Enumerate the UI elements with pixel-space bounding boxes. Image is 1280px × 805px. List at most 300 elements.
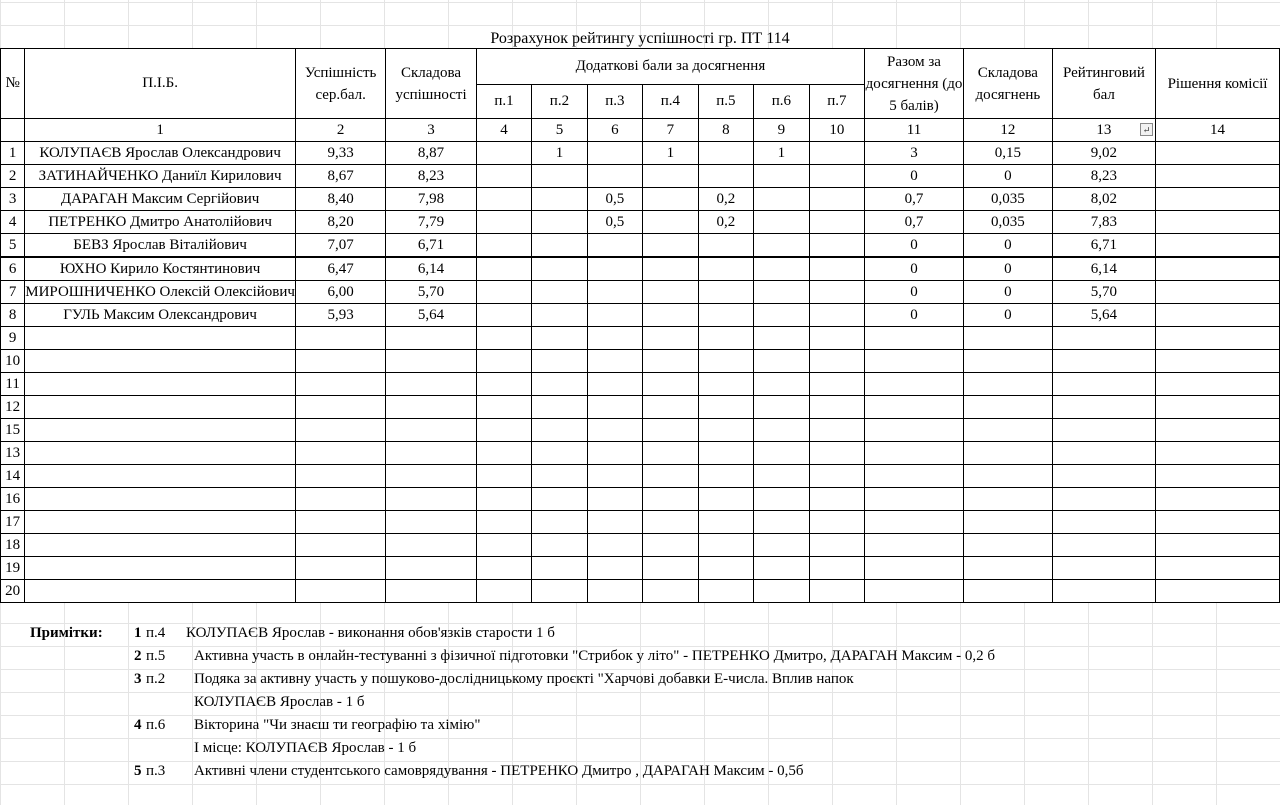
bonus-p5[interactable]: [698, 557, 753, 580]
bonus-p7[interactable]: [809, 465, 864, 488]
student-name[interactable]: ГУЛЬ Максим Олександрович: [25, 304, 296, 327]
student-name[interactable]: [25, 511, 296, 534]
bonus-p6[interactable]: [754, 373, 809, 396]
bonus-p1[interactable]: [476, 488, 531, 511]
bonus-p2[interactable]: [532, 488, 587, 511]
bonus-p4[interactable]: [643, 511, 698, 534]
student-name[interactable]: КОЛУПАЄВ Ярослав Олександрович: [25, 142, 296, 165]
bonus-p3[interactable]: [587, 396, 642, 419]
bonus-p5[interactable]: [698, 396, 753, 419]
bonus-p3[interactable]: [587, 419, 642, 442]
achievements-total[interactable]: [865, 557, 964, 580]
bonus-p3[interactable]: 0,5: [587, 188, 642, 211]
header-p6[interactable]: п.6: [754, 85, 809, 119]
bonus-p3[interactable]: [587, 511, 642, 534]
bonus-p1[interactable]: [476, 211, 531, 234]
rating-score[interactable]: 7,83: [1052, 211, 1155, 234]
success-component[interactable]: 5,70: [386, 281, 476, 304]
bonus-p6[interactable]: [754, 419, 809, 442]
achievements-total[interactable]: 0,7: [865, 211, 964, 234]
bonus-p4[interactable]: [643, 557, 698, 580]
bonus-p3[interactable]: [587, 304, 642, 327]
bonus-p4[interactable]: [643, 534, 698, 557]
bonus-p7[interactable]: [809, 327, 864, 350]
student-name[interactable]: [25, 488, 296, 511]
bonus-p2[interactable]: 1: [532, 142, 587, 165]
col-number[interactable]: 9: [754, 119, 809, 142]
student-name[interactable]: [25, 557, 296, 580]
commission-decision[interactable]: [1156, 327, 1280, 350]
commission-decision[interactable]: [1156, 465, 1280, 488]
header-p1[interactable]: п.1: [476, 85, 531, 119]
bonus-p4[interactable]: [643, 281, 698, 304]
bonus-p5[interactable]: [698, 257, 753, 281]
bonus-p3[interactable]: [587, 465, 642, 488]
achievements-total[interactable]: 0: [865, 165, 964, 188]
bonus-p2[interactable]: [532, 465, 587, 488]
achievements-total[interactable]: 0: [865, 281, 964, 304]
student-name[interactable]: [25, 396, 296, 419]
student-name[interactable]: [25, 442, 296, 465]
student-name[interactable]: [25, 419, 296, 442]
bonus-p2[interactable]: [532, 234, 587, 258]
commission-decision[interactable]: [1156, 557, 1280, 580]
header-p5[interactable]: п.5: [698, 85, 753, 119]
average-score[interactable]: 8,20: [295, 211, 385, 234]
bonus-p5[interactable]: [698, 350, 753, 373]
note-line[interactable]: [0, 737, 1280, 760]
bonus-p3[interactable]: [587, 442, 642, 465]
rating-score[interactable]: 6,14: [1052, 257, 1155, 281]
achievements-total[interactable]: 3: [865, 142, 964, 165]
rating-score[interactable]: [1052, 396, 1155, 419]
bonus-p1[interactable]: [476, 511, 531, 534]
success-component[interactable]: [386, 557, 476, 580]
bonus-p6[interactable]: [754, 257, 809, 281]
achievements-total[interactable]: [865, 442, 964, 465]
bonus-p3[interactable]: [587, 327, 642, 350]
success-component[interactable]: 7,79: [386, 211, 476, 234]
average-score[interactable]: 8,40: [295, 188, 385, 211]
student-name[interactable]: ДАРАГАН Максим Сергійович: [25, 188, 296, 211]
bonus-p1[interactable]: [476, 304, 531, 327]
bonus-p2[interactable]: [532, 327, 587, 350]
note-line[interactable]: [0, 645, 1280, 668]
bonus-p6[interactable]: [754, 234, 809, 258]
commission-decision[interactable]: [1156, 281, 1280, 304]
student-name[interactable]: БЕВЗ Ярослав Віталійович: [25, 234, 296, 258]
bonus-p2[interactable]: [532, 419, 587, 442]
col-number[interactable]: 11: [865, 119, 964, 142]
bonus-p3[interactable]: 0,5: [587, 211, 642, 234]
achievements-total[interactable]: [865, 488, 964, 511]
average-score[interactable]: [295, 580, 385, 603]
achievements-component[interactable]: 0: [963, 257, 1052, 281]
achievements-total[interactable]: [865, 396, 964, 419]
achievements-total[interactable]: [865, 534, 964, 557]
commission-decision[interactable]: [1156, 419, 1280, 442]
bonus-p7[interactable]: [809, 580, 864, 603]
commission-decision[interactable]: [1156, 511, 1280, 534]
row-number[interactable]: 1: [1, 142, 25, 165]
bonus-p7[interactable]: [809, 281, 864, 304]
average-score[interactable]: [295, 465, 385, 488]
bonus-p4[interactable]: [643, 488, 698, 511]
row-number[interactable]: 16: [1, 488, 25, 511]
bonus-p5[interactable]: 0,2: [698, 188, 753, 211]
row-number[interactable]: 18: [1, 534, 25, 557]
header-total[interactable]: Разом за досягнення (до 5 балів): [865, 49, 964, 119]
bonus-p2[interactable]: [532, 350, 587, 373]
achievements-total[interactable]: [865, 511, 964, 534]
bonus-p1[interactable]: [476, 373, 531, 396]
achievements-total[interactable]: [865, 580, 964, 603]
achievements-component[interactable]: [963, 419, 1052, 442]
bonus-p5[interactable]: [698, 488, 753, 511]
row-number[interactable]: 20: [1, 580, 25, 603]
success-component[interactable]: [386, 419, 476, 442]
bonus-p4[interactable]: [643, 419, 698, 442]
bonus-p2[interactable]: [532, 304, 587, 327]
student-name[interactable]: [25, 465, 296, 488]
bonus-p1[interactable]: [476, 188, 531, 211]
bonus-p5[interactable]: [698, 142, 753, 165]
bonus-p4[interactable]: [643, 442, 698, 465]
bonus-p2[interactable]: [532, 534, 587, 557]
bonus-p7[interactable]: [809, 557, 864, 580]
bonus-p6[interactable]: [754, 211, 809, 234]
achievements-total[interactable]: 0: [865, 234, 964, 258]
row-number[interactable]: 12: [1, 396, 25, 419]
col-number[interactable]: 4: [476, 119, 531, 142]
achievements-component[interactable]: [963, 580, 1052, 603]
bonus-p4[interactable]: [643, 465, 698, 488]
achievements-total[interactable]: 0: [865, 304, 964, 327]
rating-score[interactable]: [1052, 534, 1155, 557]
commission-decision[interactable]: [1156, 142, 1280, 165]
row-number[interactable]: 3: [1, 188, 25, 211]
average-score[interactable]: [295, 396, 385, 419]
bonus-p6[interactable]: [754, 281, 809, 304]
row-number[interactable]: 6: [1, 257, 25, 281]
bonus-p5[interactable]: [698, 165, 753, 188]
achievements-component[interactable]: [963, 465, 1052, 488]
bonus-p7[interactable]: [809, 419, 864, 442]
row-number[interactable]: 10: [1, 350, 25, 373]
bonus-p3[interactable]: [587, 580, 642, 603]
average-score[interactable]: 5,93: [295, 304, 385, 327]
bonus-p1[interactable]: [476, 396, 531, 419]
average-score[interactable]: 6,47: [295, 257, 385, 281]
bonus-p2[interactable]: [532, 211, 587, 234]
bonus-p1[interactable]: [476, 442, 531, 465]
rating-score[interactable]: 8,02: [1052, 188, 1155, 211]
row-number[interactable]: 7: [1, 281, 25, 304]
bonus-p2[interactable]: [532, 442, 587, 465]
bonus-p7[interactable]: [809, 165, 864, 188]
bonus-p7[interactable]: [809, 142, 864, 165]
bonus-p1[interactable]: [476, 350, 531, 373]
rating-score[interactable]: [1052, 557, 1155, 580]
commission-decision[interactable]: [1156, 234, 1280, 258]
bonus-p7[interactable]: [809, 488, 864, 511]
success-component[interactable]: 6,71: [386, 234, 476, 258]
header-p2[interactable]: п.2: [532, 85, 587, 119]
achievements-component[interactable]: [963, 327, 1052, 350]
bonus-p5[interactable]: [698, 281, 753, 304]
achievements-component[interactable]: 0: [963, 165, 1052, 188]
commission-decision[interactable]: [1156, 534, 1280, 557]
col-number[interactable]: 10: [809, 119, 864, 142]
average-score[interactable]: [295, 350, 385, 373]
bonus-p6[interactable]: [754, 188, 809, 211]
bonus-p2[interactable]: [532, 396, 587, 419]
bonus-p4[interactable]: [643, 350, 698, 373]
commission-decision[interactable]: [1156, 396, 1280, 419]
header-success[interactable]: Успішність сер.бал.: [295, 49, 385, 119]
bonus-p3[interactable]: [587, 373, 642, 396]
row-number[interactable]: 14: [1, 465, 25, 488]
achievements-component[interactable]: 0: [963, 304, 1052, 327]
bonus-p6[interactable]: 1: [754, 142, 809, 165]
success-component[interactable]: [386, 488, 476, 511]
rating-score[interactable]: [1052, 350, 1155, 373]
bonus-p6[interactable]: [754, 304, 809, 327]
average-score[interactable]: 6,00: [295, 281, 385, 304]
bonus-p5[interactable]: [698, 442, 753, 465]
bonus-p6[interactable]: [754, 165, 809, 188]
row-number[interactable]: 15: [1, 419, 25, 442]
average-score[interactable]: [295, 327, 385, 350]
note-line[interactable]: [0, 691, 1280, 714]
bonus-p1[interactable]: [476, 234, 531, 258]
achievements-component[interactable]: 0,035: [963, 211, 1052, 234]
col-number-blank[interactable]: [1, 119, 25, 142]
bonus-p7[interactable]: [809, 534, 864, 557]
achievements-component[interactable]: [963, 373, 1052, 396]
autofilter-dropdown-icon[interactable]: ↵: [1140, 123, 1153, 136]
success-component[interactable]: [386, 442, 476, 465]
bonus-p7[interactable]: [809, 234, 864, 258]
achievements-component[interactable]: [963, 511, 1052, 534]
bonus-p4[interactable]: [643, 234, 698, 258]
bonus-p3[interactable]: [587, 534, 642, 557]
rating-score[interactable]: 8,23: [1052, 165, 1155, 188]
commission-decision[interactable]: [1156, 188, 1280, 211]
success-component[interactable]: [386, 327, 476, 350]
commission-decision[interactable]: [1156, 304, 1280, 327]
bonus-p5[interactable]: [698, 534, 753, 557]
achievements-component[interactable]: 0: [963, 281, 1052, 304]
bonus-p7[interactable]: [809, 350, 864, 373]
col-number[interactable]: 12: [963, 119, 1052, 142]
student-name[interactable]: [25, 373, 296, 396]
header-decision[interactable]: Рішення комісії: [1156, 49, 1280, 119]
bonus-p4[interactable]: 1: [643, 142, 698, 165]
success-component[interactable]: [386, 580, 476, 603]
achievements-component[interactable]: 0: [963, 234, 1052, 258]
header-rating[interactable]: Рейтинговий бал: [1052, 49, 1155, 119]
bonus-p7[interactable]: [809, 511, 864, 534]
rating-score[interactable]: [1052, 419, 1155, 442]
bonus-p7[interactable]: [809, 396, 864, 419]
rating-score[interactable]: 9,02: [1052, 142, 1155, 165]
commission-decision[interactable]: [1156, 488, 1280, 511]
achievements-component[interactable]: [963, 396, 1052, 419]
rating-score[interactable]: [1052, 442, 1155, 465]
bonus-p5[interactable]: [698, 373, 753, 396]
bonus-p2[interactable]: [532, 257, 587, 281]
success-component[interactable]: [386, 350, 476, 373]
bonus-p2[interactable]: [532, 281, 587, 304]
note-line[interactable]: [0, 760, 1280, 783]
bonus-p7[interactable]: [809, 373, 864, 396]
header-p3[interactable]: п.3: [587, 85, 642, 119]
success-component[interactable]: [386, 465, 476, 488]
rating-score[interactable]: [1052, 488, 1155, 511]
bonus-p4[interactable]: [643, 327, 698, 350]
bonus-p3[interactable]: [587, 142, 642, 165]
header-p7[interactable]: п.7: [809, 85, 864, 119]
bonus-p3[interactable]: [587, 281, 642, 304]
bonus-p4[interactable]: [643, 257, 698, 281]
commission-decision[interactable]: [1156, 257, 1280, 281]
row-number[interactable]: 4: [1, 211, 25, 234]
bonus-p4[interactable]: [643, 580, 698, 603]
bonus-p7[interactable]: [809, 304, 864, 327]
bonus-p6[interactable]: [754, 396, 809, 419]
bonus-p7[interactable]: [809, 211, 864, 234]
rating-score[interactable]: [1052, 373, 1155, 396]
student-name[interactable]: ЮХНО Кирило Костянтинович: [25, 257, 296, 281]
header-p4[interactable]: п.4: [643, 85, 698, 119]
average-score[interactable]: 7,07: [295, 234, 385, 258]
row-number[interactable]: 9: [1, 327, 25, 350]
bonus-p5[interactable]: [698, 465, 753, 488]
achievements-total[interactable]: [865, 350, 964, 373]
achievements-total[interactable]: [865, 373, 964, 396]
success-component[interactable]: 8,23: [386, 165, 476, 188]
bonus-p3[interactable]: [587, 350, 642, 373]
student-name[interactable]: ПЕТРЕНКО Дмитро Анатолійович: [25, 211, 296, 234]
bonus-p6[interactable]: [754, 442, 809, 465]
commission-decision[interactable]: [1156, 442, 1280, 465]
success-component[interactable]: 8,87: [386, 142, 476, 165]
rating-score[interactable]: [1052, 465, 1155, 488]
achievements-total[interactable]: [865, 465, 964, 488]
achievements-total[interactable]: 0,7: [865, 188, 964, 211]
bonus-p5[interactable]: [698, 234, 753, 258]
bonus-p1[interactable]: [476, 142, 531, 165]
commission-decision[interactable]: [1156, 373, 1280, 396]
bonus-p4[interactable]: [643, 211, 698, 234]
student-name[interactable]: МИРОШНИЧЕНКО Олексій Олексійович: [25, 281, 296, 304]
success-component[interactable]: 6,14: [386, 257, 476, 281]
bonus-p6[interactable]: [754, 534, 809, 557]
average-score[interactable]: [295, 488, 385, 511]
bonus-p7[interactable]: [809, 188, 864, 211]
bonus-p1[interactable]: [476, 165, 531, 188]
rating-score[interactable]: 6,71: [1052, 234, 1155, 258]
row-number[interactable]: 13: [1, 442, 25, 465]
success-component[interactable]: 5,64: [386, 304, 476, 327]
student-name[interactable]: [25, 327, 296, 350]
header-num[interactable]: №: [1, 49, 25, 119]
bonus-p5[interactable]: [698, 580, 753, 603]
row-number[interactable]: 17: [1, 511, 25, 534]
col-number[interactable]: 3: [386, 119, 476, 142]
bonus-p6[interactable]: [754, 511, 809, 534]
commission-decision[interactable]: [1156, 165, 1280, 188]
header-bonus-group[interactable]: Додаткові бали за досягнення: [476, 49, 864, 85]
student-name[interactable]: ЗАТИНАЙЧЕНКО Даниїл Кирилович: [25, 165, 296, 188]
rating-score[interactable]: [1052, 511, 1155, 534]
bonus-p5[interactable]: [698, 304, 753, 327]
bonus-p1[interactable]: [476, 557, 531, 580]
bonus-p3[interactable]: [587, 234, 642, 258]
bonus-p4[interactable]: [643, 396, 698, 419]
student-name[interactable]: [25, 350, 296, 373]
success-component[interactable]: [386, 511, 476, 534]
achievements-component[interactable]: [963, 488, 1052, 511]
achievements-component[interactable]: [963, 557, 1052, 580]
achievements-component[interactable]: [963, 534, 1052, 557]
commission-decision[interactable]: [1156, 211, 1280, 234]
bonus-p3[interactable]: [587, 257, 642, 281]
row-number[interactable]: 19: [1, 557, 25, 580]
row-number[interactable]: 2: [1, 165, 25, 188]
average-score[interactable]: [295, 419, 385, 442]
success-component[interactable]: [386, 373, 476, 396]
rating-score[interactable]: [1052, 327, 1155, 350]
bonus-p2[interactable]: [532, 580, 587, 603]
col-number[interactable]: 14: [1156, 119, 1280, 142]
bonus-p6[interactable]: [754, 557, 809, 580]
bonus-p7[interactable]: [809, 442, 864, 465]
col-number-filter-cell[interactable]: [1052, 119, 1155, 142]
average-score[interactable]: [295, 442, 385, 465]
bonus-p1[interactable]: [476, 281, 531, 304]
average-score[interactable]: [295, 511, 385, 534]
row-number[interactable]: 8: [1, 304, 25, 327]
bonus-p3[interactable]: [587, 557, 642, 580]
col-number[interactable]: 6: [587, 119, 642, 142]
commission-decision[interactable]: [1156, 350, 1280, 373]
bonus-p1[interactable]: [476, 465, 531, 488]
header-achv-component[interactable]: Складова досягнень: [963, 49, 1052, 119]
header-success-component[interactable]: Складова успішності: [386, 49, 476, 119]
header-name[interactable]: П.І.Б.: [25, 49, 296, 119]
bonus-p1[interactable]: [476, 580, 531, 603]
rating-score[interactable]: 5,64: [1052, 304, 1155, 327]
bonus-p4[interactable]: [643, 304, 698, 327]
achievements-component[interactable]: 0,15: [963, 142, 1052, 165]
bonus-p2[interactable]: [532, 511, 587, 534]
bonus-p6[interactable]: [754, 465, 809, 488]
achievements-component[interactable]: 0,035: [963, 188, 1052, 211]
achievements-total[interactable]: 0: [865, 257, 964, 281]
note-line[interactable]: [0, 668, 1280, 691]
average-score[interactable]: [295, 557, 385, 580]
average-score[interactable]: 9,33: [295, 142, 385, 165]
bonus-p2[interactable]: [532, 188, 587, 211]
bonus-p5[interactable]: [698, 419, 753, 442]
bonus-p5[interactable]: [698, 327, 753, 350]
bonus-p1[interactable]: [476, 327, 531, 350]
col-number[interactable]: 8: [698, 119, 753, 142]
col-number[interactable]: 1: [25, 119, 296, 142]
average-score[interactable]: [295, 373, 385, 396]
